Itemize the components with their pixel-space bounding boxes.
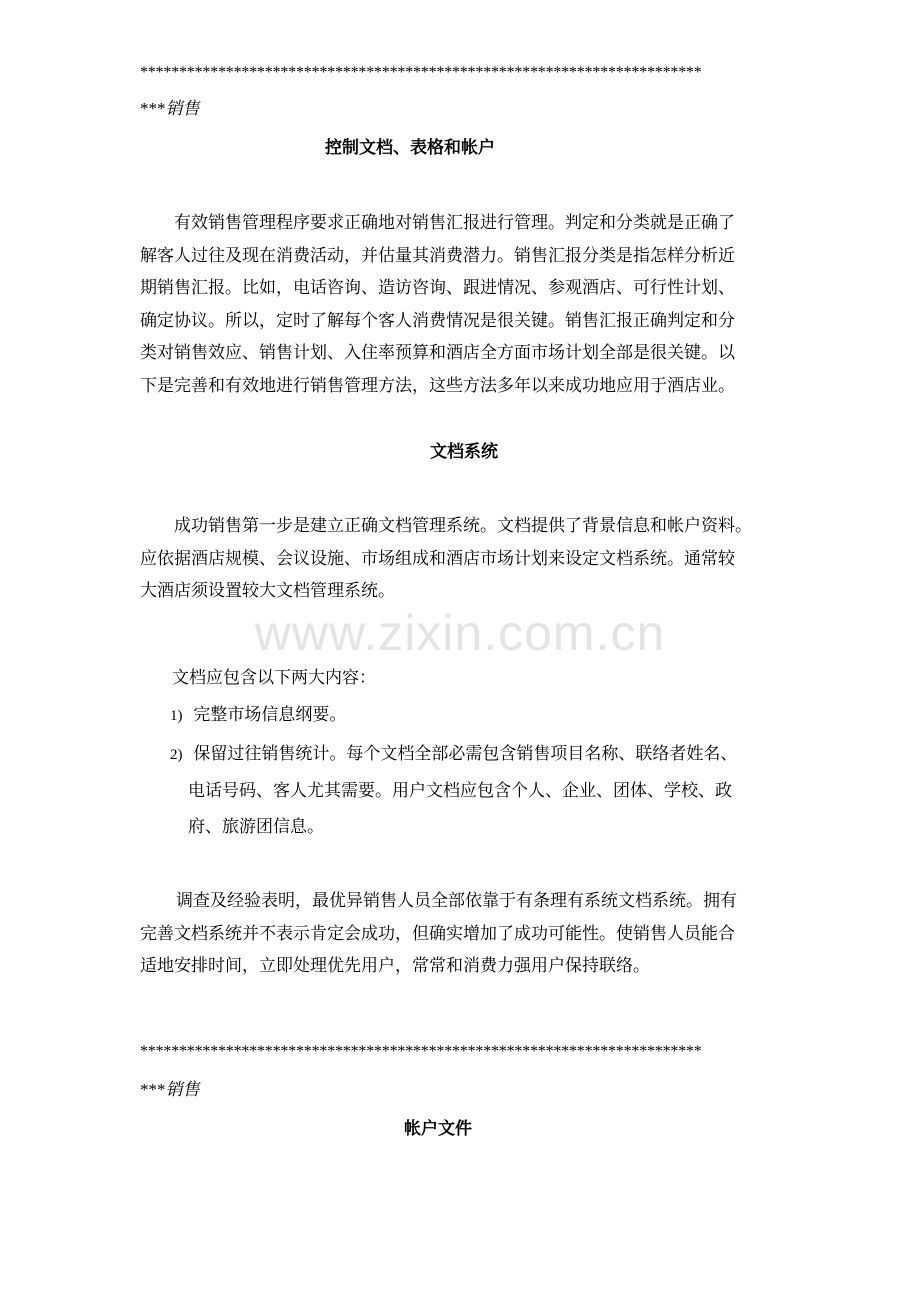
list-item-text: 府、旅游团信息。: [188, 817, 324, 837]
divider-tail-label: 销售: [165, 1080, 200, 1100]
doc-system-paragraph: [140, 510, 788, 608]
paragraph-line: 调查及经验表明，最优异销售人员全部依靠于有条理有系统文档系统。拥有: [176, 891, 737, 911]
paragraph-line: 类对销售效应、销售计划、入住率预算和酒店全方面市场计划全部是很关键。以: [140, 343, 735, 363]
section-title: 帐户文件: [404, 1119, 472, 1139]
divider-tail-label: 销售: [165, 99, 200, 119]
list-item: [170, 736, 790, 845]
star-divider: ************************************************************************: [140, 64, 702, 81]
paragraph-line: 大酒店须设置较大文档管理系统。: [140, 581, 395, 601]
list-number: 2): [170, 747, 183, 763]
list-intro: 文档应包含以下两大内容：: [172, 668, 376, 688]
divider-tail: [140, 1079, 200, 1101]
list-item: [170, 697, 790, 734]
divider-tail: [140, 98, 200, 120]
paragraph-line: 有效销售管理程序要求正确地对销售汇报进行管理。判定和分类就是正确了: [174, 213, 735, 233]
conclusion-paragraph: [140, 885, 788, 983]
list-item-text: 保留过往销售统计。每个文档全部必需包含销售项目名称、联络者姓名、: [193, 744, 738, 764]
divider-tail-stars: ***: [140, 99, 166, 118]
paragraph-line: 完善文档系统并不表示肯定会成功，但确实增加了成功可能性。使销售人员能合: [140, 923, 735, 944]
list-number: 1): [170, 708, 183, 724]
paragraph-line: 期销售汇报。比如，电话咨询、造访咨询、跟进情况、参观酒店、可行性计划、: [140, 278, 735, 298]
section-title: 控制文档、表格和帐户: [325, 138, 495, 158]
paragraph-line: 下是完善和有效地进行销售管理方法，这些方法多年以来成功地应用于酒店业。: [140, 375, 735, 396]
list-item-text: 电话号码、客人尤其需要。用户文档应包含个人、企业、团体、学校、政: [188, 781, 732, 801]
subsection-title: 文档系统: [430, 442, 498, 462]
paragraph-line: 成功销售第一步是建立正确文档管理系统。文档提供了背景信息和帐户资料。: [174, 516, 752, 536]
star-divider: ************************************************************************: [140, 1043, 702, 1060]
paragraph-line: 解客人过往及现在消费活动，并估量其消费潜力。销售汇报分类是指怎样分析近: [140, 245, 735, 266]
list-item-text: 完整市场信息纲要。: [193, 705, 347, 725]
paragraph-line: 适地安排时间，立即处理优先用户，常常和消费力强用户保持联络。: [140, 956, 650, 976]
intro-paragraph: [140, 207, 788, 402]
paragraph-line: 确定协议。所以，定时了解每个客人消费情况是很关键。销售汇报正确判定和分: [140, 310, 735, 331]
watermark: www.zixin.com.cn: [254, 605, 666, 661]
paragraph-line: 应依据酒店规模、会议设施、市场组成和酒店市场计划来设定文档系统。通常较: [140, 548, 735, 569]
divider-tail-stars: ***: [140, 1080, 166, 1099]
